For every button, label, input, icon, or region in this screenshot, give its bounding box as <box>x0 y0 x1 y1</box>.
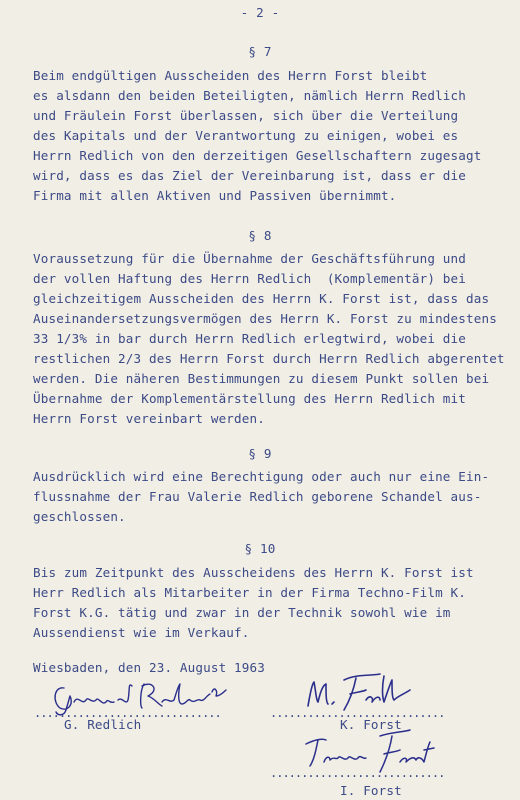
section-8-line: Übernahme der Komplementärstellung des Herrn Redlich mit <box>33 391 466 406</box>
k-forst-name: K. Forst <box>340 717 402 732</box>
section-8-line: Voraussetzung für die Übernahme der Geschäftsführung und <box>33 251 466 266</box>
section-7-line: und Fräulein Forst überlassen, sich über die Verteilung <box>33 108 459 123</box>
section-10-line: Bis zum Zeitpunkt des Ausscheidens des Herrn K. Forst ist <box>33 565 474 580</box>
page-number: - 2 - <box>240 5 280 20</box>
section-7-line: Beim endgültigen Ausscheiden des Herrn Forst bleibt <box>33 68 428 83</box>
section-8-line: gleichzeitigem Ausscheiden des Herrn K. Forst ist, dass das <box>33 291 490 306</box>
section-8-line: Herrn Forst vereinbart werden. <box>33 411 265 426</box>
k-forst-signature-line: ............................ <box>270 706 445 720</box>
section-9-line: geschlossen. <box>33 509 126 524</box>
section-9-line: Ausdrücklich wird eine Berechtigung oder auch nur eine Ein- <box>33 469 490 484</box>
section-7-line: Herrn Redlich von den derzeitigen Gesellschaftern zugesagt <box>33 148 482 163</box>
section-9-line: flussnahme der Frau Valerie Redlich geborene Schandel aus- <box>33 489 482 504</box>
section-7-heading: § 7 <box>248 44 272 59</box>
section-10-line: Aussendienst wie im Verkauf. <box>33 625 250 640</box>
section-8-line: Auseinandersetzungsvermögen des Herrn K. Forst zu mindestens <box>33 311 497 326</box>
section-7-line: des Kapitals und der Verantwortung zu einigen, wobei es <box>33 128 459 143</box>
section-10-heading: § 10 <box>244 541 276 556</box>
section-7-line: wird, dass es das Ziel der Vereinbarung ist, dass er die <box>33 168 466 183</box>
section-9-heading: § 9 <box>248 446 272 461</box>
place-date: Wiesbaden, den 23. August 1963 <box>33 660 265 675</box>
section-8-line: werden. Die näheren Bestimmungen zu diesem Punkt sollen bei <box>33 371 490 386</box>
section-10-line: Forst K.G. tätig und zwar in der Technik sowohl wie im <box>33 605 451 620</box>
section-8-line: der vollen Haftung des Herrn Redlich (Komplementär) bei <box>33 271 466 286</box>
section-8-line: restlichen 2/3 des Herrn Forst durch Herrn Redlich abgerentet <box>33 351 505 366</box>
section-7-line: es alsdann den beiden Beteiligten, nämlich Herrn Redlich <box>33 88 466 103</box>
section-7-line: Firma mit allen Aktiven und Passiven übernimmt. <box>33 188 397 203</box>
g-redlich-name: G. Redlich <box>64 717 142 732</box>
i-forst-name: I. Forst <box>340 783 402 798</box>
g-redlich-signature-line: .............................. <box>34 706 221 720</box>
i-forst-signature-line: ............................ <box>270 766 445 780</box>
section-10-line: Herr Redlich als Mitarbeiter in der Firma Techno-Film K. <box>33 585 466 600</box>
section-8-line: 33 1/3% in bar durch Herrn Redlich erlegtwird, wobei die <box>33 331 466 346</box>
section-8-heading: § 8 <box>248 228 272 243</box>
